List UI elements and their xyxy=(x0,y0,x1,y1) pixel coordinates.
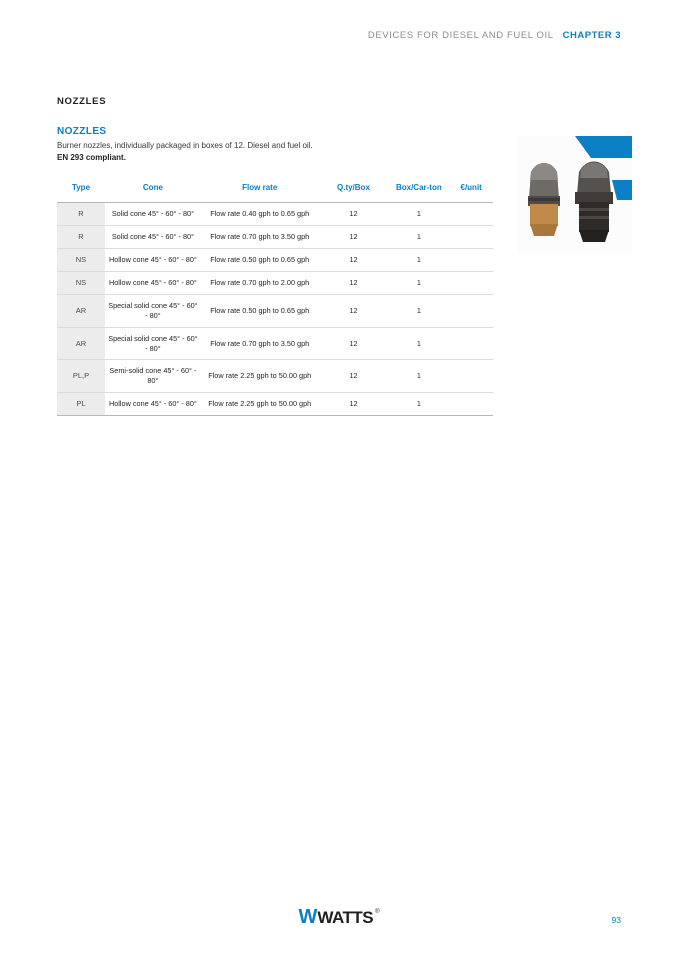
table-row xyxy=(57,202,493,225)
cell-flow-rate: Flow rate 0.70 gph to 3.50 gph xyxy=(201,225,319,248)
cell-flow-rate: Flow rate 2.25 gph to 50.00 gph xyxy=(201,393,319,416)
cell-type: NS xyxy=(57,248,105,271)
column-header-cone: Cone xyxy=(105,175,201,202)
page-number: 93 xyxy=(611,915,621,925)
cell-price-unit xyxy=(449,295,493,328)
nozzles-table xyxy=(57,175,493,416)
cell-cone: Special solid cone 45° - 60° - 80° xyxy=(105,327,201,360)
nozzle-right xyxy=(575,162,613,243)
product-name: NOZZLES xyxy=(57,126,107,137)
product-standard: EN 293 compliant. xyxy=(57,152,126,162)
cell-price-unit xyxy=(449,393,493,416)
nozzles-table-container xyxy=(57,175,493,416)
nozzle-left xyxy=(528,163,560,236)
cell-box-carton: 1 xyxy=(388,248,449,271)
watts-logo-text: WATTS xyxy=(317,907,374,927)
cell-box-carton: 1 xyxy=(388,393,449,416)
cell-price-unit xyxy=(449,248,493,271)
cell-price-unit xyxy=(449,202,493,225)
footer-logo xyxy=(298,907,379,927)
table-row xyxy=(57,271,493,294)
cell-price-unit xyxy=(449,327,493,360)
cell-type: PL xyxy=(57,393,105,416)
cell-cone: Solid cone 45° - 60° - 80° xyxy=(105,225,201,248)
cell-box-carton: 1 xyxy=(388,295,449,328)
cell-cone: Special solid cone 45° - 60° - 80° xyxy=(105,295,201,328)
cell-cone: Hollow cone 45° - 60° - 80° xyxy=(105,393,201,416)
cell-box-carton: 1 xyxy=(388,327,449,360)
column-header-flow-rate: Flow rate xyxy=(201,175,319,202)
table-row xyxy=(57,360,493,393)
page-header xyxy=(368,30,621,41)
cell-type: R xyxy=(57,225,105,248)
product-description-block xyxy=(57,126,497,164)
cell-box-carton: 1 xyxy=(388,271,449,294)
table-head xyxy=(57,175,493,202)
cell-flow-rate: Flow rate 0.70 gph to 3.50 gph xyxy=(201,327,319,360)
table-row xyxy=(57,393,493,416)
column-header-type: Type xyxy=(57,175,105,202)
cell-box-carton: 1 xyxy=(388,202,449,225)
cell-qty-box: 12 xyxy=(319,225,389,248)
section-title: NOZZLES xyxy=(57,96,107,107)
cell-flow-rate: Flow rate 0.50 gph to 0.65 gph xyxy=(201,248,319,271)
cell-qty-box: 12 xyxy=(319,295,389,328)
cell-price-unit xyxy=(449,360,493,393)
cell-qty-box: 12 xyxy=(319,327,389,360)
nozzle-photo-illustration xyxy=(517,136,632,254)
cell-flow-rate: Flow rate 0.50 gph to 0.65 gph xyxy=(201,295,319,328)
cell-qty-box: 12 xyxy=(319,393,389,416)
cell-type: R xyxy=(57,202,105,225)
table-body xyxy=(57,202,493,416)
product-image xyxy=(517,136,632,254)
cell-qty-box: 12 xyxy=(319,360,389,393)
cell-type: PL,P xyxy=(57,360,105,393)
table-row xyxy=(57,327,493,360)
cell-box-carton: 1 xyxy=(388,360,449,393)
cell-cone: Hollow cone 45° - 60° - 80° xyxy=(105,271,201,294)
cell-price-unit xyxy=(449,271,493,294)
table-row xyxy=(57,295,493,328)
column-header-price-unit: €/unit xyxy=(449,175,493,202)
cell-type: NS xyxy=(57,271,105,294)
cell-qty-box: 12 xyxy=(319,248,389,271)
cell-box-carton: 1 xyxy=(388,225,449,248)
cell-flow-rate: Flow rate 0.40 gph to 0.65 gph xyxy=(201,202,319,225)
cell-cone: Hollow cone 45° - 60° - 80° xyxy=(105,248,201,271)
cell-price-unit xyxy=(449,225,493,248)
table-header-row xyxy=(57,175,493,202)
cell-flow-rate: Flow rate 0.70 gph to 2.00 gph xyxy=(201,271,319,294)
cell-cone: Solid cone 45° - 60° - 80° xyxy=(105,202,201,225)
cell-qty-box: 12 xyxy=(319,271,389,294)
cell-qty-box: 12 xyxy=(319,202,389,225)
watts-logo-icon: W xyxy=(298,906,316,928)
table-row xyxy=(57,225,493,248)
cell-type: AR xyxy=(57,327,105,360)
cell-flow-rate: Flow rate 2.25 gph to 50.00 gph xyxy=(201,360,319,393)
cell-cone: Semi-solid cone 45° - 60° - 80° xyxy=(105,360,201,393)
header-chapter: CHAPTER 3 xyxy=(562,30,621,41)
table-row xyxy=(57,248,493,271)
column-header-box-carton: Box/Car-ton xyxy=(388,175,449,202)
product-description: Burner nozzles, individually packaged in boxes of 12. Diesel and fuel oil. xyxy=(57,141,313,150)
column-header-qty-box: Q.ty/Box xyxy=(319,175,389,202)
header-category: DEVICES FOR DIESEL AND FUEL OIL xyxy=(367,30,554,41)
cell-type: AR xyxy=(57,295,105,328)
registered-trademark-icon: ® xyxy=(375,909,380,915)
